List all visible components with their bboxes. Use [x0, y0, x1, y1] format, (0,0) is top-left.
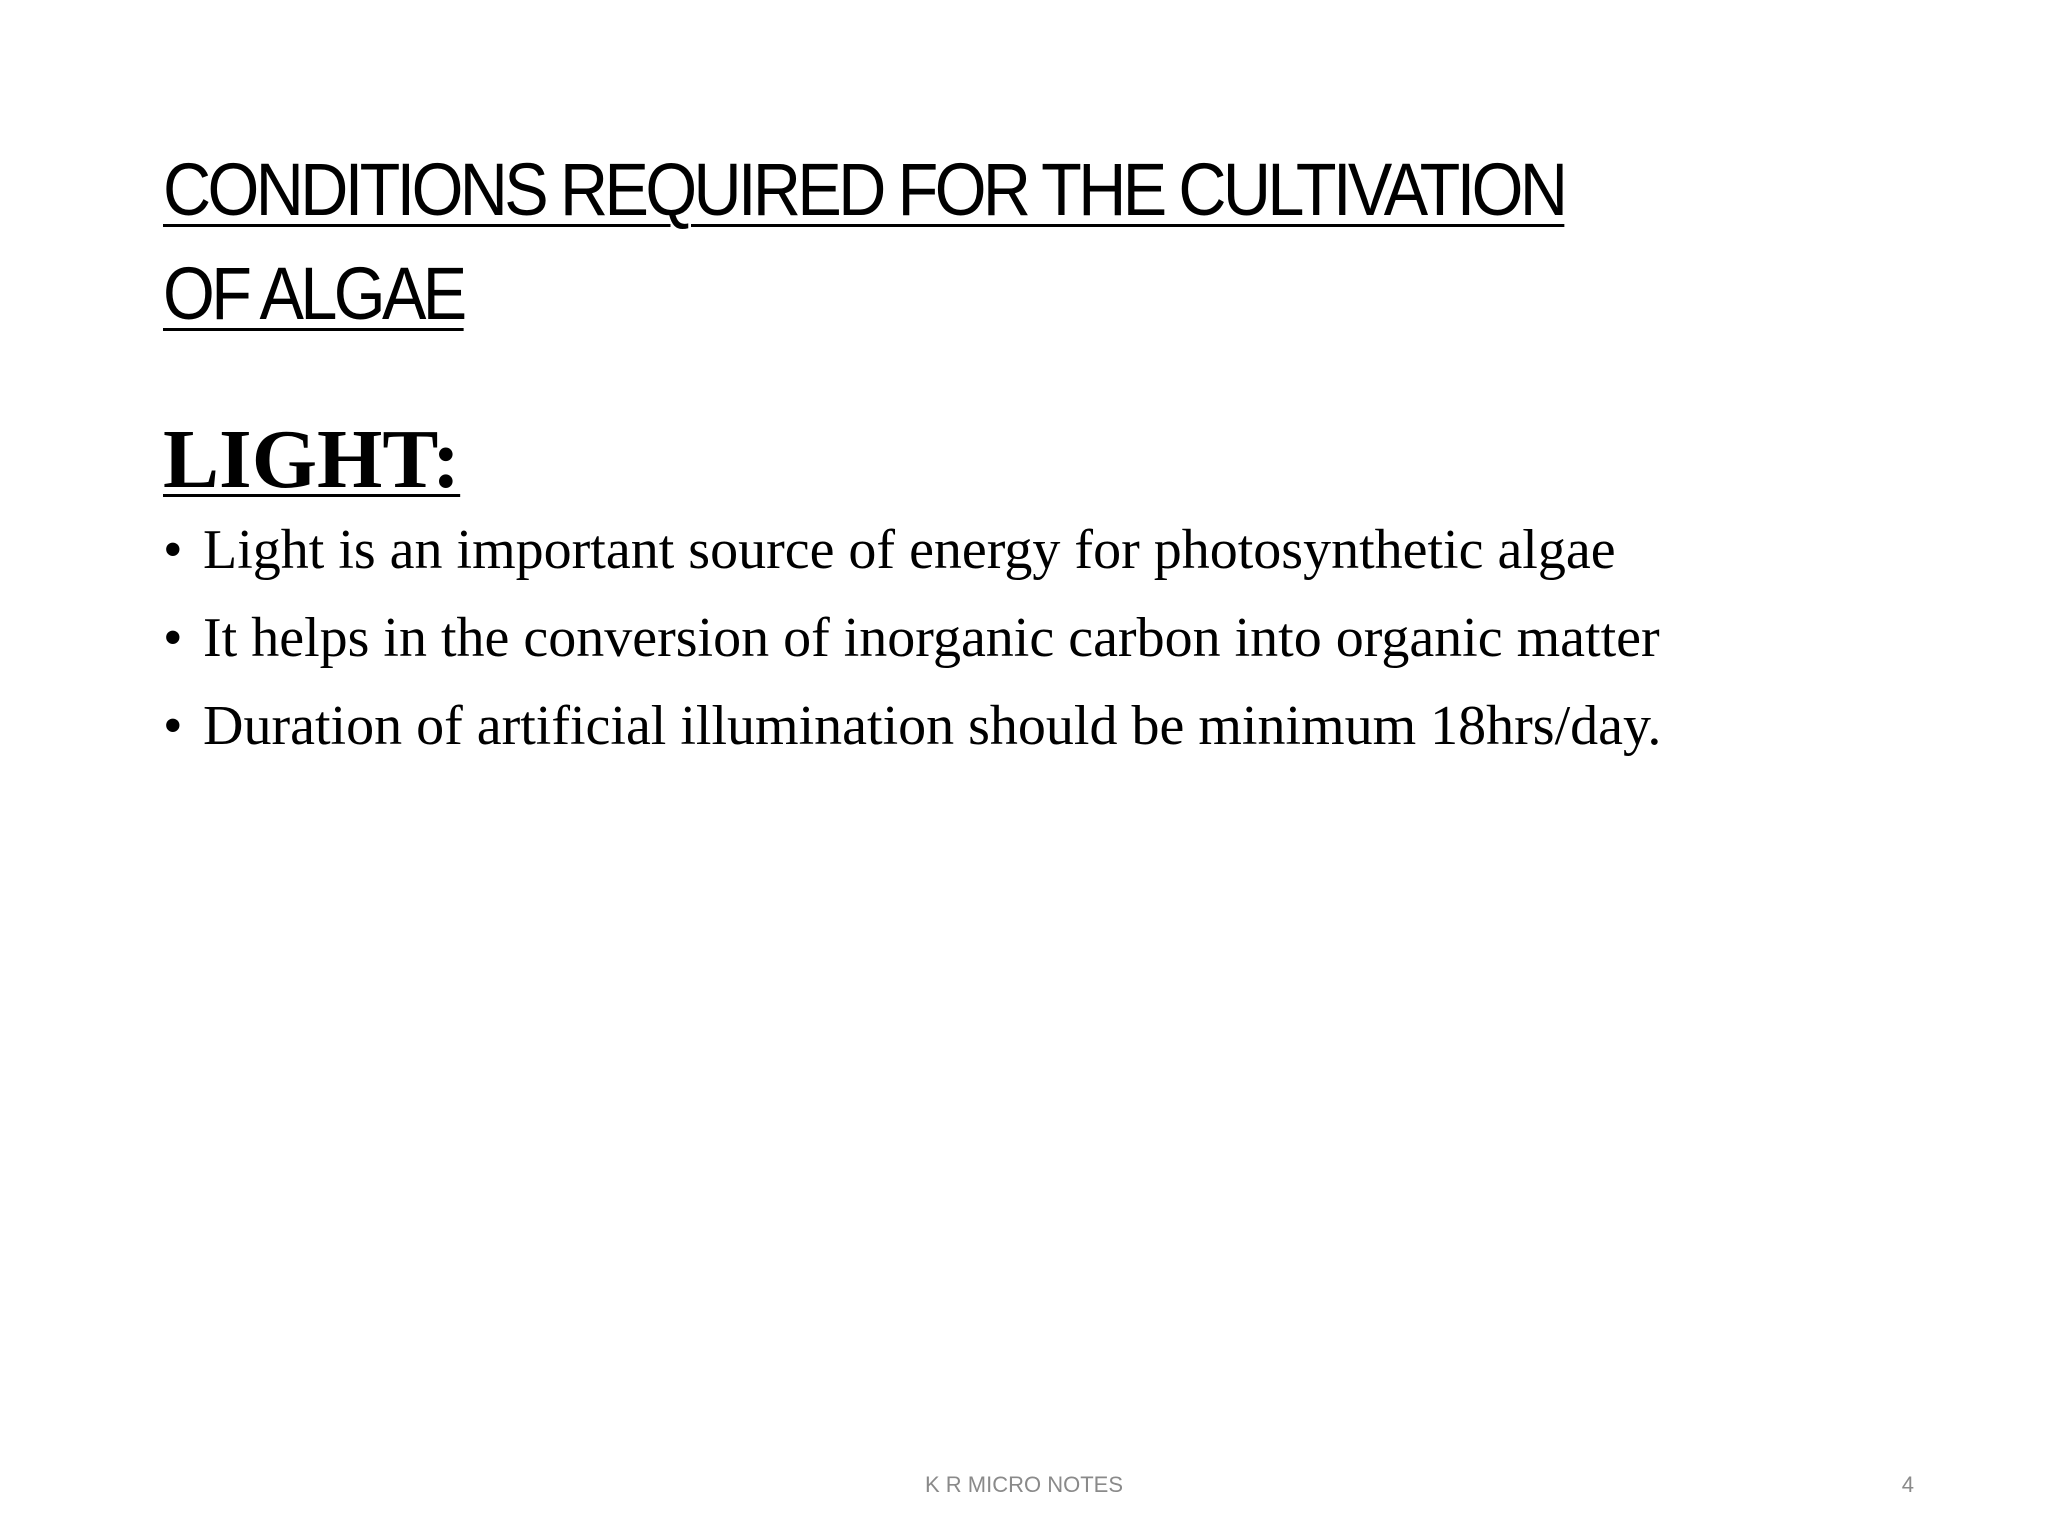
slide-title: CONDITIONS REQUIRED FOR THE CULTIVATION OF ALGAE [163, 148, 1565, 335]
page-number: 4 [1901, 1472, 1914, 1497]
bullet-icon: • [163, 519, 183, 581]
bullet-item [163, 506, 1863, 594]
section-heading-light: LIGHT: [163, 413, 461, 506]
bullet-icon: • [163, 607, 183, 669]
bullet-text: Light is an important source of energy for photosynthetic algae [203, 519, 1616, 581]
bullet-item [163, 682, 1863, 770]
bullet-text: It helps in the conversion of inorganic carbon into organic matter [203, 607, 1660, 669]
bullet-icon: • [163, 695, 183, 757]
slide-content [163, 413, 1863, 770]
bullet-text: Duration of artificial illumination should be minimum 18hrs/day. [203, 695, 1662, 757]
bullet-item [163, 594, 1863, 682]
footer-text: K R MICRO NOTES [924, 1472, 1123, 1497]
bullet-list [163, 506, 1863, 770]
